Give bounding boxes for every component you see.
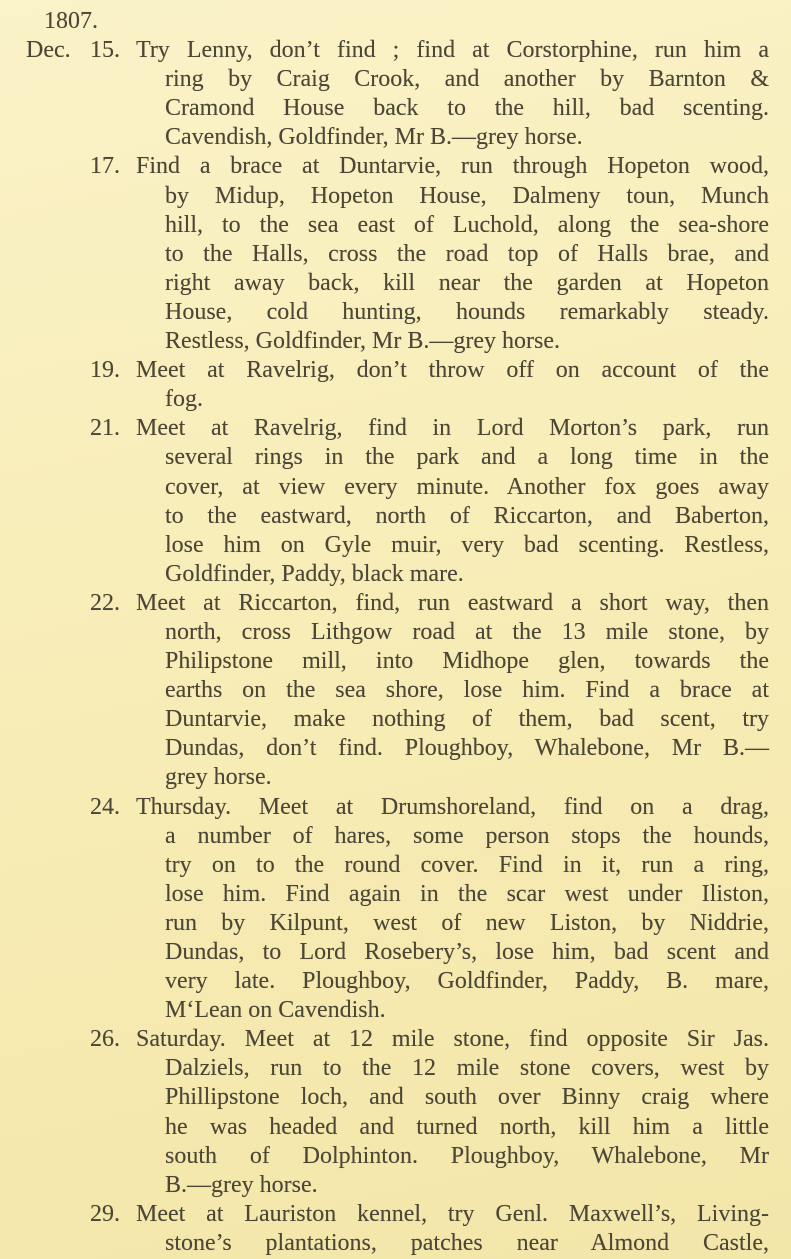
entry-line: M‘Lean on Cavendish. [165,997,386,1024]
entry-date-label: 21. [90,415,120,442]
entry-line: Meet at Lauriston kennel, try Genl. Maxwell’s, Living- [136,1200,769,1227]
entry-line: B.—grey horse. [165,1171,318,1198]
diary-entry [0,589,791,793]
entry-date-label: 19. [90,357,120,384]
entry-line: Cavendish, Goldfinder, Mr B.—grey horse. [165,124,583,151]
diary-entry [0,356,791,414]
entry-date-label: 29. [90,1200,120,1227]
entry-line: stone’s plantations, patches near Almond Castle, [165,1229,769,1256]
diary-entry [0,152,791,356]
entry-line: Dundas, don’t find. Ploughboy, Whalebone, Mr B.— [165,735,769,762]
entry-date-label: 15. [90,37,120,64]
entry-line: by Midup, Hopeton House, Dalmeny toun, Munch [165,182,769,209]
entry-date-label: 17. [90,153,120,180]
entry-line: to the eastward, north of Riccarton, and Baberton, [165,502,769,529]
entry-line: Goldfinder, Paddy, black mare. [165,560,464,587]
entry-line: to the Halls, cross the road top of Halls brae, and [165,240,769,267]
diary-entry [0,36,791,152]
entry-line: ring by Craig Crook, and another by Barnton & [165,66,769,93]
entry-line: hill, to the sea east of Luchold, along the sea-shore [165,211,769,238]
entry-line: Meet at Ravelrig, find in Lord Morton’s park, run [136,415,769,442]
entry-date-label: 26. [90,1026,120,1053]
entry-line: he was headed and turned north, kill him a little [165,1113,769,1140]
diary-entry [0,1025,791,1200]
entry-line: Philipstone mill, into Midhope glen, towards the [165,648,769,675]
entry-line: Duntarvie, make nothing of them, bad scent, try [165,706,769,733]
diary-entries [0,36,791,1258]
entry-line: Thursday. Meet at Drumshoreland, find on a drag, [136,793,769,820]
entry-line: very late. Ploughboy, Goldfinder, Paddy, B. mare, [165,968,769,995]
entry-line: several rings in the park and a long time in the [165,444,769,471]
entry-line: south of Dolphinton. Ploughboy, Whalebone, Mr [165,1142,769,1169]
entry-line: lose him. Find again in the scar west under Iliston, [165,880,769,907]
entry-line: fog. [165,386,203,413]
entry-line: Meet at Ravelrig, don’t throw off on account of the [136,357,769,384]
diary-entry [0,414,791,589]
year-heading: 1807. [44,8,98,34]
entry-line: earths on the sea shore, lose him. Find a brace at [165,677,769,704]
diary-entry [0,1200,791,1258]
entry-date-label: 24. [90,793,120,820]
entry-line: try on to the round cover. Find in it, run a ring, [165,851,769,878]
entry-line: run by Kilpunt, west of new Liston, by Niddrie, [165,909,769,936]
entry-month-label: Dec. [26,37,71,64]
entry-line: Cramond House back to the hill, bad scenting. [165,95,769,122]
entry-line: Find a brace at Duntarvie, run through Hopeton wood, [136,153,769,180]
entry-line: right away back, kill near the garden at Hopeton [165,269,769,296]
entry-line: Saturday. Meet at 12 mile stone, find opposite Sir Jas. [136,1026,769,1053]
entry-line: Try Lenny, don’t find ; find at Corstorphine, run him a [136,37,769,64]
entry-line: House, cold hunting, hounds remarkably steady. [165,298,769,325]
entry-line: Dalziels, run to the 12 mile stone covers, west by [165,1055,769,1082]
entry-line: grey horse. [165,764,272,791]
entry-line: north, cross Lithgow road at the 13 mile stone, by [165,618,769,645]
entry-line: Dundas, to Lord Rosebery’s, lose him, bad scent and [165,939,769,965]
entry-line: a number of hares, some person stops the hounds, [165,822,769,849]
entry-line: Phillipstone loch, and south over Binny craig where [165,1084,769,1111]
entry-date-label: 22. [90,589,120,616]
entry-line: cover, at view every minute. Another fox goes away [165,473,769,500]
entry-line: lose him on Gyle muir, very bad scenting. Restless, [165,531,769,558]
entry-line: Meet at Riccarton, find, run eastward a short way, then [136,589,769,616]
entry-line: Restless, Goldfinder, Mr B.—grey horse. [165,328,560,355]
diary-entry [0,793,791,1026]
